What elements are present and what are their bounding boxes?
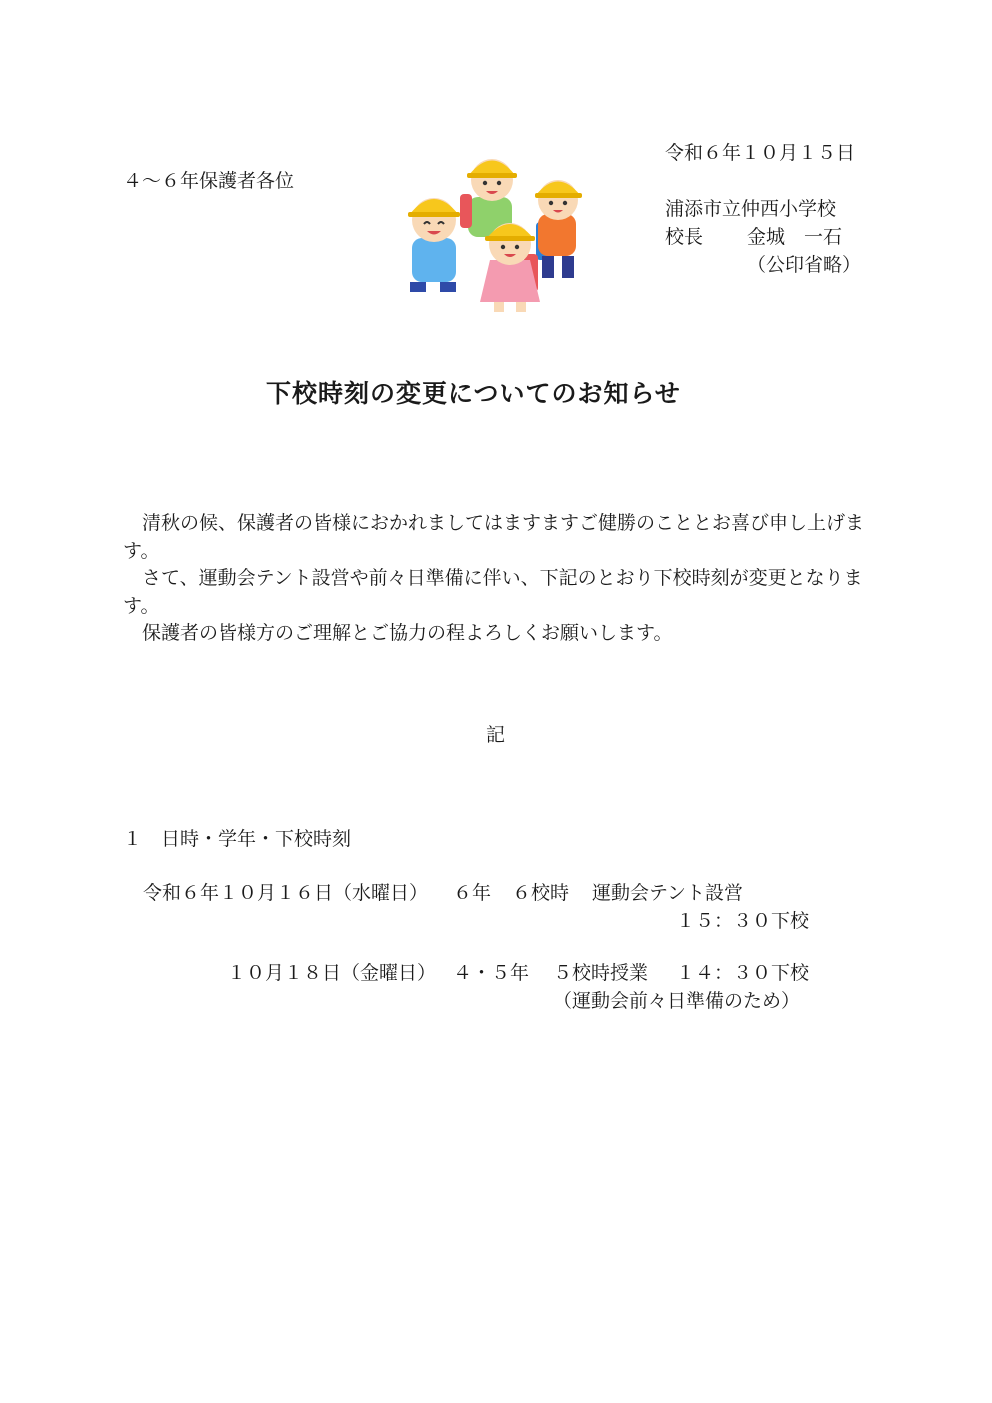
section-1-heading: １ 日時・学年・下校時刻 bbox=[123, 828, 352, 850]
child-blue-icon bbox=[408, 198, 460, 292]
schoolchildren-with-yellow-helmets-icon bbox=[396, 142, 596, 314]
row2-grade: ４・５年 bbox=[453, 962, 530, 984]
notice-paragraph: さて、運動会テント設営や前々日準備に伴い、下記のとおり下校時刻が変更となります。 bbox=[123, 567, 863, 617]
row1-grade: ６年 bbox=[453, 882, 492, 904]
row1-time: １５：３０下校 bbox=[676, 910, 810, 932]
ki-heading: 記 bbox=[486, 724, 506, 746]
row2-date: １０月１８日（金曜日） bbox=[227, 962, 437, 984]
child-orange-icon bbox=[535, 180, 582, 278]
row1-event: 運動会テント設営 bbox=[592, 882, 744, 904]
row2-time: １４：３０下校 bbox=[676, 962, 810, 984]
document-date: 令和６年１０月１５日 bbox=[665, 142, 856, 164]
closing-paragraph: 保護者の皆様方のご理解とご協力の程よろしくお願いします。 bbox=[142, 622, 673, 644]
child-pink-icon bbox=[480, 223, 540, 312]
greeting-paragraph: 清秋の候、保護者の皆様におかれましてはますますご健勝のこととお喜び申し上げます。 bbox=[123, 512, 865, 562]
row2-note: （運動会前々日準備のため） bbox=[553, 990, 801, 1012]
row1-period: ６校時 bbox=[512, 882, 570, 904]
seal-omitted-note: （公印省略） bbox=[747, 254, 862, 276]
sender-name: 金城 一石 bbox=[747, 226, 843, 248]
page-title: 下校時刻の変更についてのお知らせ bbox=[266, 379, 681, 408]
sender-school: 浦添市立仲西小学校 bbox=[665, 198, 837, 220]
sender-title: 校長 bbox=[665, 226, 704, 248]
recipient: ４～６年保護者各位 bbox=[123, 170, 295, 192]
row2-period: ５校時授業 bbox=[553, 962, 649, 984]
body-text bbox=[123, 510, 875, 648]
row1-date: 令和６年１０月１６日（水曜日） bbox=[143, 882, 429, 904]
